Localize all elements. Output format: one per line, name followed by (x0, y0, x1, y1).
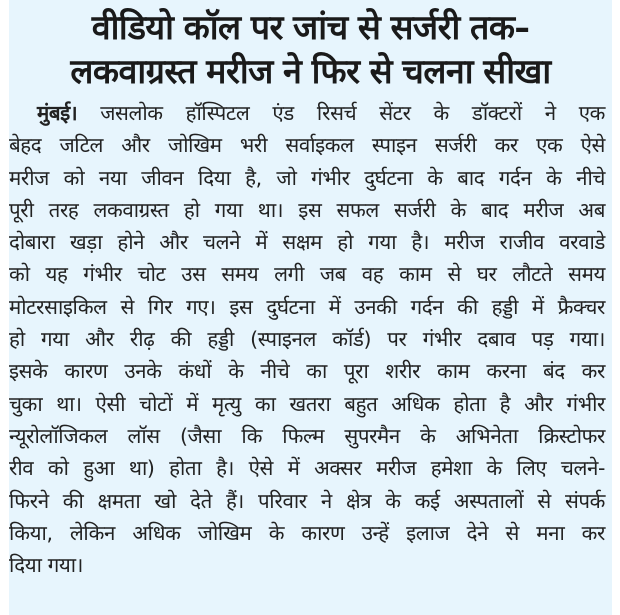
body-line: हो गया और रीढ़ की हड्डी (स्पाइनल कॉर्ड) पर गंभीर दबाव पड़ गया। (9, 327, 605, 352)
headline-line-2: लकवाग्रस्त मरीज ने फिर से चलना सीखा (70, 52, 551, 92)
body-line: किया, लेकिन अधिक जोखिम के कारण उन्हें इलाज देने से मना कर (9, 520, 605, 545)
body-line: चुका था। ऐसी चोटों में मृत्यु का खतरा बहुत अधिक होता है और गंभीर (9, 391, 605, 416)
article-body (9, 97, 605, 581)
body-line: रीव को हुआ था) होता है। ऐसे में अक्सर मरीज हमेशा के लिए चलने- (9, 456, 605, 481)
body-line: मुंबई। जसलोक हॉस्पिटल एंड रिसर्च सेंटर के डॉक्टरों ने एक (9, 97, 605, 129)
body-line: बेहद जटिल और जोखिम भरी सर्वाइकल स्पाइन सर्जरी कर एक ऐसे (9, 133, 605, 158)
headline (9, 0, 612, 94)
body-line: न्यूरोलॉजिकल लॉस (जैसा कि फिल्म सुपरमैन के अभिनेता क्रिस्टोफर (9, 423, 605, 448)
body-line: पूरी तरह लकवाग्रस्त हो गया था। इस सफल सर्जरी के बाद मरीज अब (9, 197, 605, 222)
body-line: इसके कारण उनके कंधों के नीचे का पूरा शरीर काम करना बंद कर (9, 359, 605, 384)
dateline: मुंबई। (37, 101, 78, 125)
headline-line-1: वीडियो कॉल पर जांच से सर्जरी तक– (91, 8, 530, 48)
body-line: दिया गया। (9, 553, 84, 578)
article-panel (9, 0, 612, 615)
body-line: फिरने की क्षमता खो देते हैं। परिवार ने क्षेत्र के कई अस्पतालों से संपर्क (9, 488, 605, 513)
body-line: को यह गंभीर चोट उस समय लगी जब वह काम से घर लौटते समय (9, 262, 605, 287)
body-line: मरीज को नया जीवन दिया है, जो गंभीर दुर्घटना के बाद गर्दन के नीचे (9, 165, 605, 190)
body-line: मोटरसाइकिल से गिर गए। इस दुर्घटना में उनकी गर्दन की हड्डी में फ्रैक्चर (9, 294, 605, 319)
body-line: दोबारा खड़ा होने और चलने में सक्षम हो गया है। मरीज राजीव वरवाडे (9, 230, 605, 255)
